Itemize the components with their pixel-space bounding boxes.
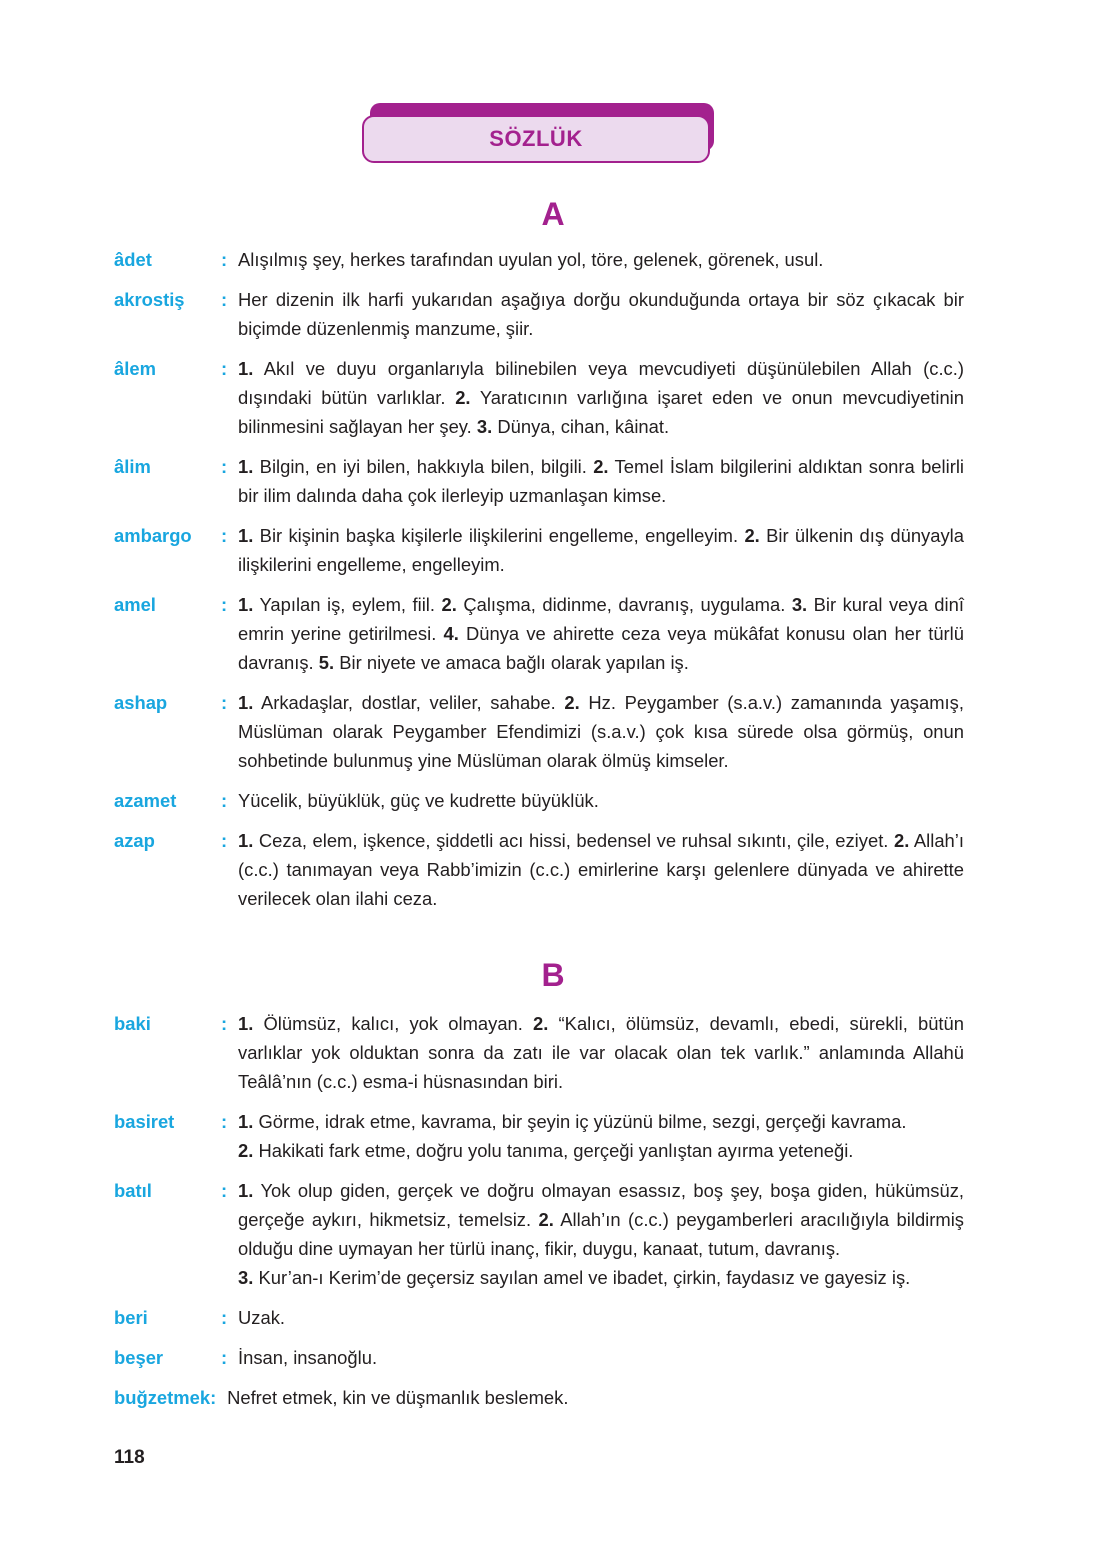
sense-number: 2.	[455, 387, 471, 408]
definition-text: Nefret etmek, kin ve düşmanlık beslemek.	[227, 1387, 569, 1408]
dictionary-entry	[114, 354, 974, 441]
entry-colon: :	[221, 289, 228, 310]
sense-number: 2.	[593, 456, 609, 477]
sense-text: Bir niyete ve amaca bağlı olarak yapılan iş.	[339, 652, 689, 673]
page-number: 118	[114, 1447, 145, 1468]
entry-definition	[238, 1009, 964, 1096]
entry-colon: :	[221, 594, 228, 615]
entry-colon: :	[221, 692, 228, 713]
sense-text: Arkadaşlar, dostlar, veliler, sahabe.	[260, 692, 556, 713]
sense-number: 2.	[538, 1209, 554, 1230]
entry-definition	[238, 688, 964, 775]
entry-term: âlem	[114, 358, 156, 379]
sense-number: 3.	[238, 1267, 254, 1288]
sense-number: 1.	[238, 1111, 254, 1132]
sense-number: 2.	[564, 692, 580, 713]
sense-text: Allah’ı (c.c.) tanımayan veya Rabb’imizin (c.c.) emirlerine karşı gelenlere dünyada ve ahirette verilecek olan ilahi ceza.	[238, 830, 964, 909]
entry-colon: :	[221, 1180, 228, 1201]
entry-colon: :	[221, 358, 228, 379]
definition-text: Uzak.	[238, 1307, 286, 1328]
entry-definition	[238, 285, 964, 343]
entry-definition	[238, 1107, 964, 1165]
entry-term: azamet	[114, 790, 177, 811]
title-banner	[362, 103, 714, 165]
sense-text: Temel İslam bilgilerini aldıktan sonra belirli bir ilim dalında daha çok ilerleyip uzmanlaşan kimse.	[238, 456, 964, 506]
sense-text: Ölümsüz, kalıcı, yok olmayan.	[263, 1013, 523, 1034]
dictionary-entry	[114, 786, 974, 815]
sense-number: 3.	[476, 416, 493, 437]
dictionary-entry	[114, 1009, 974, 1096]
entry-colon: :	[221, 1111, 228, 1132]
section-letter-a: A	[541, 196, 565, 232]
sense-number: 1.	[238, 830, 254, 851]
sense-text: Bir ülkenin dış dünyayla ilişkilerini engelleme, engelleyim.	[238, 525, 964, 575]
sense-text: Ceza, elem, işkence, şiddetli acı hissi, bedensel ve ruhsal sıkıntı, çile, eziyet.	[258, 830, 889, 851]
sense-number: 2.	[441, 594, 457, 615]
dictionary-entry	[114, 1303, 974, 1332]
sense-number: 1.	[238, 692, 254, 713]
entry-term: beri	[114, 1307, 148, 1328]
sense-text: Bir kişinin başka kişilerle ilişkilerini engelleme, engelleyim.	[259, 525, 739, 546]
page-title: SÖZLÜK	[362, 115, 710, 163]
sense-text: Hz. Peygamber (s.a.v.) zamanında yaşamış, Müslüman olarak Peygamber Efendimizi (s.a.v.) çok kısa sürede olsa görmüş, onun sohbetinde bulunmuş yine Müslüman olarak ölmüş kimseler.	[238, 692, 964, 771]
entry-colon: :	[221, 1347, 228, 1368]
entry-colon: :	[210, 1387, 217, 1408]
entry-definition	[238, 590, 964, 677]
dictionary-entry	[114, 590, 974, 677]
dictionary-entry	[114, 1107, 974, 1165]
sense-number: 3.	[791, 594, 808, 615]
sense-text: Yapılan iş, eylem, fiil.	[259, 594, 435, 615]
entry-colon: :	[221, 525, 228, 546]
entry-term: âlim	[114, 456, 151, 477]
sense-text: Görme, idrak etme, kavrama, bir şeyin iç yüzünü bilme, sezgi, gerçeği kavrama.	[258, 1111, 907, 1132]
sense-text: Çalışma, didinme, davranış, uygulama.	[463, 594, 786, 615]
section-b-entries	[114, 1009, 974, 1423]
dictionary-entry	[114, 1383, 974, 1412]
definition-text: Yücelik, büyüklük, güç ve kudrette büyüklük.	[238, 790, 599, 811]
dictionary-entry	[114, 285, 974, 343]
sense-text: Kur’an-ı Kerim’de geçersiz sayılan amel ve ibadet, çirkin, faydasız ve gayesiz iş.	[258, 1267, 911, 1288]
entry-colon: :	[221, 790, 228, 811]
sense-text: Akıl ve duyu organlarıyla bilinebilen veya mevcudiyeti düşünülebilen Allah (c.c.) dışındaki bütün varlıklar.	[238, 358, 964, 408]
entry-colon: :	[221, 830, 228, 851]
sense-number: 2.	[238, 1140, 254, 1161]
definition-text: Her dizenin ilk harfi yukarıdan aşağıya dorğu okunduğunda ortaya bir söz çıkacak bir biçimde düzenlenmiş manzume, şiir.	[238, 289, 964, 339]
entry-definition	[238, 354, 964, 441]
entry-term: buğzetmek	[114, 1387, 211, 1408]
entry-definition	[238, 521, 964, 579]
dictionary-entry	[114, 1176, 974, 1292]
entry-definition	[238, 245, 964, 274]
sense-text: “Kalıcı, ölümsüz, devamlı, ebedi, sürekli, bütün varlıklar yok olduktan sonra da zatı ile var olacak olan tek varlık.” anlamında Allahü Teâlâ’nın (c.c.) esma-i hüsnasından biri.	[238, 1013, 964, 1092]
dictionary-entry	[114, 688, 974, 775]
entry-definition	[227, 1383, 953, 1412]
entry-colon: :	[221, 456, 228, 477]
sense-number: 1.	[238, 456, 254, 477]
sense-number: 2.	[533, 1013, 549, 1034]
sense-text: Allah’ın (c.c.) peygamberleri aracılığıyla bildirmiş olduğu dine uymayan her türlü inanç, fikir, duygu, kanaat, tutum, davranış.	[238, 1209, 964, 1259]
entry-definition	[238, 1343, 964, 1372]
sense-text: Yok olup giden, gerçek ve doğru olmayan esassız, boş şey, boşa giden, hükümsüz, gerçeğe aykırı, hikmetsiz, temelsiz.	[238, 1180, 965, 1230]
sense-number: 5.	[318, 652, 335, 673]
sense-text: Hakikati fark etme, doğru yolu tanıma, gerçeği yanlıştan ayırma yeteneği.	[258, 1140, 854, 1161]
entry-term: amel	[114, 594, 156, 615]
entry-term: ambargo	[114, 525, 192, 546]
entry-definition	[238, 452, 964, 510]
entry-term: akrostiş	[114, 289, 185, 310]
sense-text: Bilgin, en iyi bilen, hakkıyla bilen, bilgili.	[259, 456, 587, 477]
entry-colon: :	[221, 249, 228, 270]
sense-number: 2.	[893, 830, 910, 851]
sense-text: Yaratıcının varlığına işaret eden ve onun mevcudiyetinin bilinmesini sağlayan her şey.	[238, 387, 964, 437]
entry-definition	[238, 826, 964, 913]
sense-text: Dünya ve ahirette ceza veya mükâfat konusu olan her türlü davranış.	[238, 623, 964, 673]
entry-term: baki	[114, 1013, 151, 1034]
dictionary-entry	[114, 452, 974, 510]
sense-number: 2.	[744, 525, 760, 546]
sense-text: Dünya, cihan, kâinat.	[497, 416, 670, 437]
entry-term: basiret	[114, 1111, 175, 1132]
entry-term: azap	[114, 830, 155, 851]
sense-text: Bir kural veya dinî emrin yerine getirilmesi.	[238, 594, 964, 644]
definition-text: Alışılmış şey, herkes tarafından uyulan yol, töre, gelenek, görenek, usul.	[238, 249, 824, 270]
entry-colon: :	[221, 1013, 228, 1034]
sense-number: 1.	[238, 1013, 254, 1034]
sense-number: 4.	[443, 623, 459, 644]
entry-definition	[238, 1303, 964, 1332]
sense-number: 1.	[238, 358, 254, 379]
dictionary-entry	[114, 245, 974, 274]
section-a-entries	[114, 245, 974, 924]
definition-text: İnsan, insanoğlu.	[238, 1347, 378, 1368]
entry-term: batıl	[114, 1180, 152, 1201]
dictionary-entry	[114, 1343, 974, 1372]
dictionary-entry	[114, 826, 974, 913]
entry-term: ashap	[114, 692, 168, 713]
sense-number: 1.	[238, 1180, 254, 1201]
entry-colon: :	[221, 1307, 228, 1328]
entry-term: âdet	[114, 249, 152, 270]
sense-number: 1.	[238, 594, 254, 615]
sense-number: 1.	[238, 525, 254, 546]
entry-definition	[238, 1176, 964, 1292]
section-letter-b: B	[541, 957, 565, 993]
dictionary-entry	[114, 521, 974, 579]
entry-definition	[238, 786, 964, 815]
entry-term: beşer	[114, 1347, 164, 1368]
